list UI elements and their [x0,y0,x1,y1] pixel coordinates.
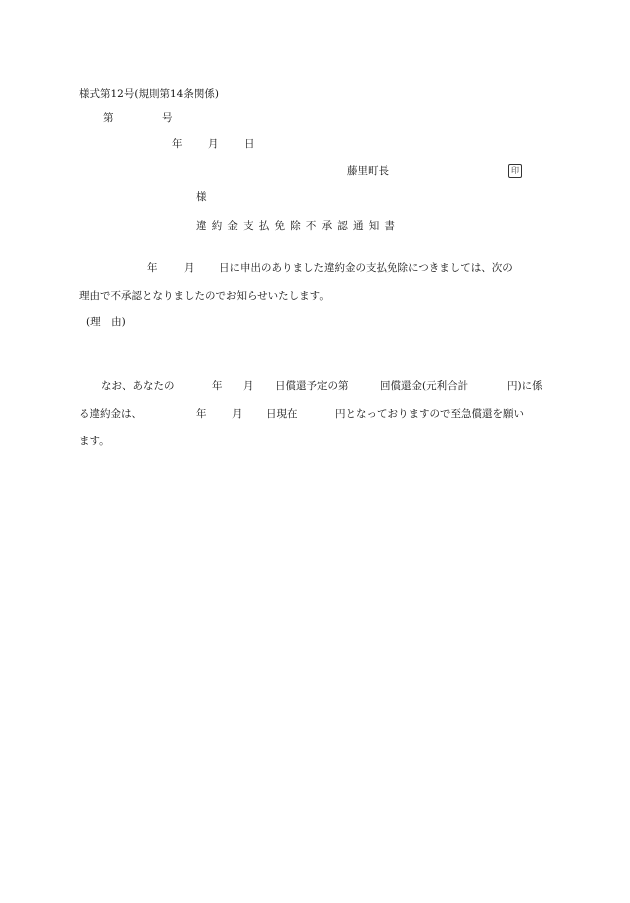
reason-heading: (理 由) [86,316,126,328]
date-month-label: 月 [208,138,219,150]
notice-line-1-year: 年 [212,380,223,392]
issuer-name: 藤里町長 [347,165,389,177]
notice-line-2-end: 円となっておりますので至急償還を願い [335,408,524,420]
doc-number-prefix: 第 [103,112,114,124]
document-title: 違約金支払免除不承認通知書 [196,220,401,232]
form-number-label: 様式第12号(規則第14条関係) [79,88,219,100]
notice-line-2-mid: 日現在 [266,408,298,420]
body-line-2: 理由で不承認となりましたのでお知らせいたします。 [79,290,330,302]
seal-mark: 印 [508,164,522,178]
body-line-1: 日に申出のありました違約金の支払免除につきましては、次の [219,262,513,274]
notice-line-2-month: 月 [232,408,243,420]
notice-line-2-prefix: る違約金は、 [79,408,142,420]
notice-line-2-year: 年 [196,408,207,420]
notice-line-3: ます。 [79,435,110,447]
date-day-label: 日 [244,138,255,150]
notice-line-1-end: 円)に係 [507,380,543,392]
notice-line-1-month: 月 [243,380,254,392]
doc-number-suffix: 号 [162,112,173,124]
addressee-suffix: 様 [196,191,207,203]
body-month-label: 月 [184,262,195,274]
body-year-label: 年 [147,262,158,274]
notice-line-1-prefix: なお、あなたの [101,380,175,392]
date-year-label: 年 [172,138,183,150]
notice-line-1-mid2: 回償還金(元利合計 [380,380,469,392]
notice-line-1-mid1: 日償還予定の第 [275,380,349,392]
